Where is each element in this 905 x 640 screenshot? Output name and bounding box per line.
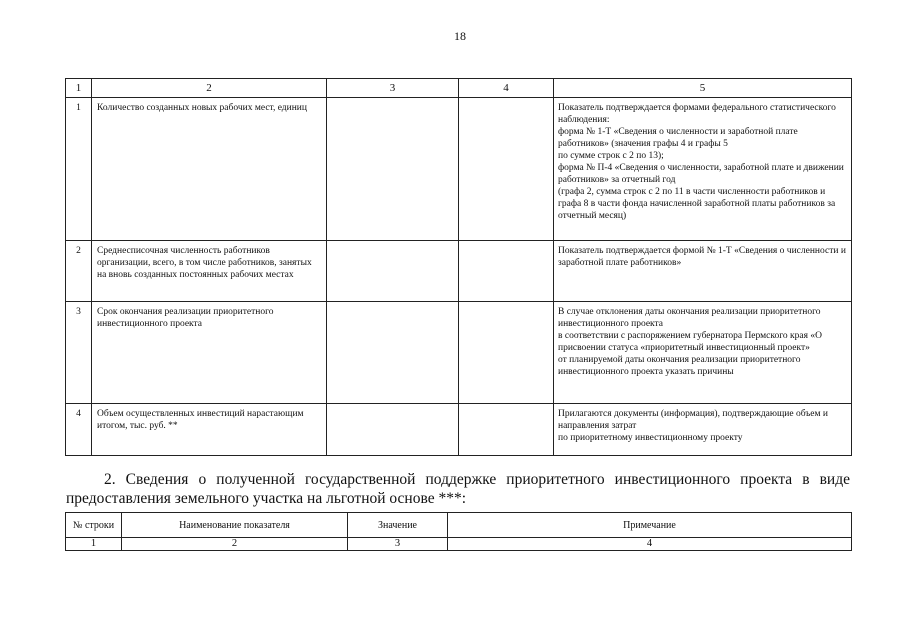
row-number: 1 bbox=[66, 98, 92, 241]
header-indicator-name: Наименование показателя bbox=[122, 513, 348, 538]
table-row bbox=[66, 302, 852, 404]
indicator-name: Количество созданных новых рабочих мест, единиц bbox=[92, 98, 327, 241]
value-cell bbox=[459, 404, 554, 456]
value-cell bbox=[327, 404, 459, 456]
land-support-table bbox=[65, 512, 852, 551]
land-support-table-numbers-row bbox=[66, 538, 852, 551]
column-number-2: 2 bbox=[92, 79, 327, 98]
column-number-1: 1 bbox=[66, 79, 92, 98]
indicator-name: Объем осуществленных инвестиций нарастающим итогом, тыс. руб. ** bbox=[92, 404, 327, 456]
column-number-1: 1 bbox=[66, 538, 122, 551]
indicator-note: Показатель подтверждается формами федерального статистического наблюдения: форма № 1-Т «Сведения о численности и заработной плате работников» (значения графы 4 и графы 5 по сумме строк с 2 по 13); форма № П-4 «Сведения о численности, заработной плате и движении работников» за отчетный год (графа 2, сумма строк с 2 по 11 в части численности работников и графа 8 в части фонда начисленной заработной платы работников за отчетный месяц) bbox=[554, 98, 852, 241]
value-cell bbox=[327, 98, 459, 241]
table-row bbox=[66, 98, 852, 241]
column-number-3: 3 bbox=[327, 79, 459, 98]
indicators-table bbox=[65, 78, 852, 456]
value-cell bbox=[327, 302, 459, 404]
header-note: Примечание bbox=[448, 513, 852, 538]
indicator-note: Прилагаются документы (информация), подтверждающие объем и направления затрат по приоритетному инвестиционному проекту bbox=[554, 404, 852, 456]
indicator-note: Показатель подтверждается формой № 1-Т «Сведения о численности и заработной плате работников» bbox=[554, 241, 852, 302]
table-row bbox=[66, 404, 852, 456]
indicator-name: Срок окончания реализации приоритетного инвестиционного проекта bbox=[92, 302, 327, 404]
indicators-table-header-row bbox=[66, 79, 852, 98]
table-row bbox=[66, 241, 852, 302]
header-row-number: № строки bbox=[66, 513, 122, 538]
value-cell bbox=[459, 241, 554, 302]
header-value: Значение bbox=[348, 513, 448, 538]
column-number-4: 4 bbox=[448, 538, 852, 551]
column-number-4: 4 bbox=[459, 79, 554, 98]
land-support-table-header-row bbox=[66, 513, 852, 538]
column-number-3: 3 bbox=[348, 538, 448, 551]
value-cell bbox=[459, 98, 554, 241]
indicator-note: В случае отклонения даты окончания реализации приоритетного инвестиционного проекта в соответствии с распоряжением губернатора Пермского края «О присвоении статуса «приоритетный инвестиционный проект» от планируемой даты окончания реализации приоритетного инвестиционного проекта указать причины bbox=[554, 302, 852, 404]
column-number-2: 2 bbox=[122, 538, 348, 551]
page-number: 18 bbox=[454, 29, 466, 43]
value-cell bbox=[327, 241, 459, 302]
row-number: 2 bbox=[66, 241, 92, 302]
row-number: 4 bbox=[66, 404, 92, 456]
section-2-title-text: 2. Сведения о полученной государственной поддержке приоритетного инвестиционного проекта в виде предоставления земельного участка на льготной основе ***: bbox=[66, 471, 850, 507]
value-cell bbox=[459, 302, 554, 404]
section-2-title bbox=[66, 470, 850, 508]
indicator-name: Среднесписочная численность работников организации, всего, в том числе работников, занятых на вновь созданных постоянных рабочих местах bbox=[92, 241, 327, 302]
row-number: 3 bbox=[66, 302, 92, 404]
column-number-5: 5 bbox=[554, 79, 852, 98]
